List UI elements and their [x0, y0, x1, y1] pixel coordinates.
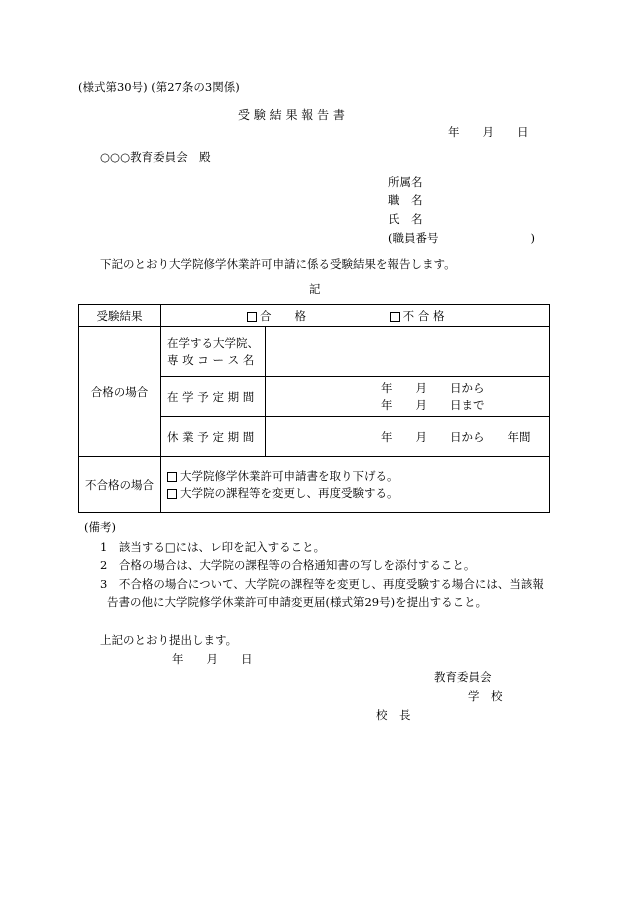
submit-date: 年 月 日: [172, 652, 253, 666]
notes-heading: (備考): [84, 520, 116, 534]
note-2: 2 合格の場合は、大学院の課程等の合格通知書の写しを添付すること。: [100, 558, 476, 572]
leave-value[interactable]: 年 月 日から 年間: [266, 417, 550, 457]
result-row: [79, 305, 550, 327]
form-reference: (様式第30号) (第27条の3関係): [78, 80, 240, 94]
addressee: ○○○教育委員会 殿: [100, 150, 211, 164]
school-label-footer: 学 校: [468, 689, 503, 703]
report-date: 年 月 日: [448, 125, 529, 139]
result-options: [161, 305, 550, 327]
enroll-value[interactable]: [266, 377, 550, 417]
fail-row: [79, 457, 550, 513]
principal-label: 校 長: [376, 708, 411, 722]
result-label: 受験結果: [79, 305, 161, 327]
school-label: 在学する大学院、 専 攻 コ ー ス 名: [161, 327, 266, 377]
board-label: 教育委員会: [434, 670, 492, 684]
note-1: 1 該当する□には、レ印を記入すること。: [100, 540, 326, 554]
fail-option-withdraw[interactable]: 大学院修学休業許可申請書を取り下げる。: [167, 468, 549, 485]
note-3b: 告書の他に大学院修学休業許可申請変更届(様式第29号)を提出すること。: [107, 595, 488, 609]
enroll-to: 年 月 日まで: [381, 397, 485, 412]
submit-text: 上記のとおり提出します。: [100, 633, 238, 647]
pass-checkbox[interactable]: [247, 312, 257, 322]
staff-number-label: (職員番号 ): [388, 231, 535, 245]
fail-options: [161, 457, 550, 513]
position-label: 職 名: [388, 193, 423, 207]
school-value[interactable]: [266, 327, 550, 377]
name-label: 氏 名: [388, 212, 423, 226]
leave-label: 休 業 予 定 期 間: [161, 417, 266, 457]
withdraw-checkbox[interactable]: [167, 472, 177, 482]
affiliation-label: 所属名: [388, 175, 423, 189]
fail-checkbox[interactable]: [390, 312, 400, 322]
fail-option-retake[interactable]: 大学院の課程等を変更し、再度受験する。: [167, 485, 549, 502]
pass-option[interactable]: 合 格: [247, 309, 310, 323]
pass-case-label: 合格の場合: [79, 327, 161, 457]
note-3a: 3 不合格の場合について、大学院の課程等を変更し、再度受験する場合には、当該報: [100, 577, 544, 591]
result-table: [78, 304, 550, 513]
enroll-from: 年 月 日から: [381, 380, 485, 395]
ki-heading: 記: [309, 282, 321, 296]
enroll-label: 在 学 予 定 期 間: [161, 377, 266, 417]
fail-option[interactable]: 不 合 格: [390, 309, 445, 323]
document-title: 受 験 結 果 報 告 書: [238, 108, 345, 122]
fail-case-label: 不合格の場合: [79, 457, 161, 513]
school-row: [79, 327, 550, 377]
intro-text: 下記のとおり大学院修学休業許可申請に係る受験結果を報告します。: [100, 257, 456, 271]
retake-checkbox[interactable]: [167, 489, 177, 499]
